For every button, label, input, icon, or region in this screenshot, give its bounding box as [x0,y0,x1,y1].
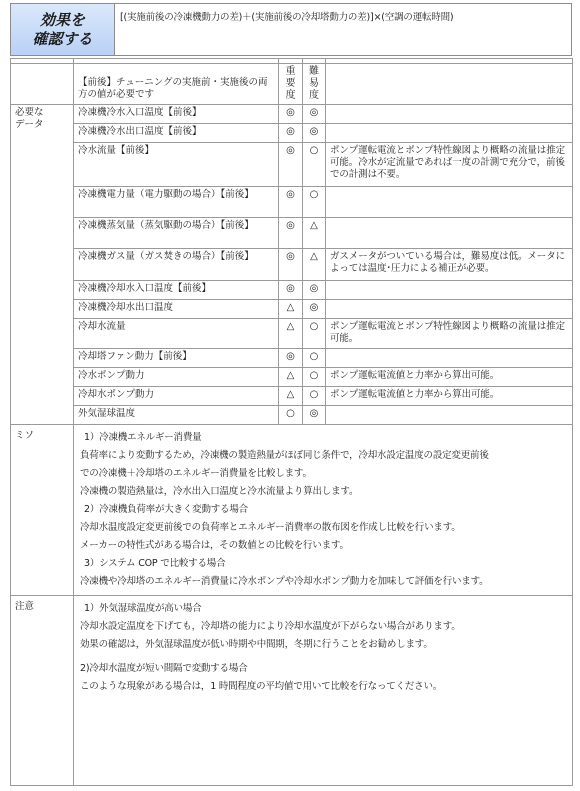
row-name: 冷却塔ファン動力【前後】 [74,349,279,368]
table-row [11,368,573,387]
intro-label: 【前後】チューニングの実施前・実施後の両方の値が必要です [74,64,279,105]
row-name: 冷凍機蒸気量（蒸気駆動の場合）【前後】 [74,218,279,249]
row-name: 冷凍機冷却水出口温度 [74,300,279,319]
row-importance: △ [279,368,303,387]
row-note [326,281,573,300]
row-name: 冷凍機ガス量（ガス焚きの場合）【前後】 [74,249,279,281]
caution-label: 注意 [11,596,74,786]
row-note [326,105,573,124]
row-difficulty: △ [303,218,326,249]
row-name: 冷凍機電力量（電力駆動の場合）【前後】 [74,187,279,218]
row-note: ポンプ運転電流値と力率から算出可能。 [326,368,573,387]
row-difficulty: ◎ [303,300,326,319]
method-heading-1: 1）冷凍機エネルギー消費量 [84,432,202,443]
method-heading-3: 3）システム COP で比較する場合 [84,558,226,569]
row-importance: ◎ [279,218,303,249]
row-importance: ◎ [279,349,303,368]
row-name: 冷却水ポンプ動力 [74,387,279,406]
row-name: 冷水流量【前後】 [74,143,279,187]
row-note: ガスメータがついている場合は，難易度は低。メータによっては温度･圧力による補正が必要。 [326,249,573,281]
row-note [326,124,573,143]
importance-header: 重 要 度 [279,64,303,105]
table-row [11,124,573,143]
row-importance: ◎ [279,124,303,143]
caution-row [11,596,573,786]
method-heading-2: 2）冷凍機負荷率が大きく変動する場合 [84,504,248,515]
row-name: 冷凍機冷却水入口温度【前後】 [74,281,279,300]
table-row [11,218,573,249]
title-line2: 確認する [32,29,93,48]
table-row [11,319,573,349]
row-name: 冷水ポンプ動力 [74,368,279,387]
row-difficulty: △ [303,249,326,281]
table-row [11,187,573,218]
table-row [11,300,573,319]
row-note: ポンプ運転電流値と力率から算出可能。 [326,387,573,406]
method-text: 冷凍機や冷却塔のエネルギー消費量に冷水ポンプや冷却水ポンプ動力を加味して評価を行います。 [80,576,489,587]
row-note: ポンプ運転電流とポンプ特性線図より概略の流量は推定可能。冷水が定流量であれば一度の計測で充分で，前後での計測は不要。 [326,143,573,187]
caution-heading-1: 1）外気湿球温度が高い場合 [84,603,202,614]
title-line1: 効果を [39,10,85,29]
method-text: 負荷率により変動するため，冷凍機の製造熱量がほぼ同じ条件で，冷却水設定温度の設定変更前後 [80,450,489,461]
effect-formula: [(実施前後の冷凍機動力の差)＋(実施前後の冷却塔動力の差)]×(空調の運転時間) [120,12,454,23]
table-row [11,281,573,300]
row-note [326,406,573,425]
row-importance: ◎ [279,105,303,124]
note-header [326,64,573,105]
section-label-cell [11,64,74,105]
row-importance: ○ [279,406,303,425]
method-row [11,425,573,596]
row-difficulty: ○ [303,368,326,387]
table-row [11,143,573,187]
table-row [11,105,573,124]
row-difficulty: ○ [303,319,326,349]
table-row [11,387,573,406]
caution-text: 冷却水設定温度を下げても，冷却塔の能力により冷却水温度が下がらない場合があります。 [80,621,461,632]
requirements-table [10,58,573,786]
caution-heading-2: 2)冷却水温度が短い間隔で変動する場合 [80,663,248,674]
row-difficulty: ○ [303,143,326,187]
row-difficulty: ○ [303,187,326,218]
caution-content [74,596,573,786]
row-importance: △ [279,300,303,319]
difficulty-header: 難 易 度 [303,64,326,105]
required-data-label: 必要な データ [11,105,74,425]
method-text: メーカーの特性式がある場合は，その数値との比較を行います。 [80,540,349,551]
row-note [326,349,573,368]
row-difficulty: ◎ [303,124,326,143]
row-name: 冷凍機冷水出口温度【前後】 [74,124,279,143]
method-label: ミソ [11,425,74,596]
caution-text: 効果の確認は，外気湿球温度が低い時期や中間期，冬期に行うことをお勧めします。 [80,639,433,650]
row-difficulty: ◎ [303,105,326,124]
row-name: 外気湿球温度 [74,406,279,425]
row-importance: ◎ [279,143,303,187]
row-name: 冷凍機冷水入口温度【前後】 [74,105,279,124]
row-note: ポンプ運転電流とポンプ特性線図より概略の流量は推定可能。 [326,319,573,349]
row-difficulty: ◎ [303,406,326,425]
header-section [10,3,572,56]
table-header-row [11,64,573,105]
row-importance: △ [279,387,303,406]
table-row [11,406,573,425]
title-box [11,4,115,55]
row-difficulty: ◎ [303,281,326,300]
method-content [74,425,573,596]
method-text: での冷凍機＋冷却塔のエネルギー消費量を比較します。 [80,468,312,479]
row-importance: ◎ [279,249,303,281]
row-name: 冷却水流量 [74,319,279,349]
table-row [11,349,573,368]
method-text: 冷凍機の製造熱量は，冷水出入口温度と冷水流量より算出します。 [80,486,359,497]
method-text: 冷却水温度設定変更前後での負荷率とエネルギー消費率の散布図を作成し比較を行います。 [80,522,461,533]
row-importance: △ [279,319,303,349]
row-difficulty: ○ [303,387,326,406]
row-importance: ◎ [279,281,303,300]
row-note [326,300,573,319]
caution-text: このような現象がある場合は，1 時間程度の平均値で用いて比較を行なってください。 [80,681,443,692]
row-note [326,218,573,249]
row-importance: ◎ [279,187,303,218]
table-row [11,249,573,281]
row-difficulty: ○ [303,349,326,368]
row-note [326,187,573,218]
